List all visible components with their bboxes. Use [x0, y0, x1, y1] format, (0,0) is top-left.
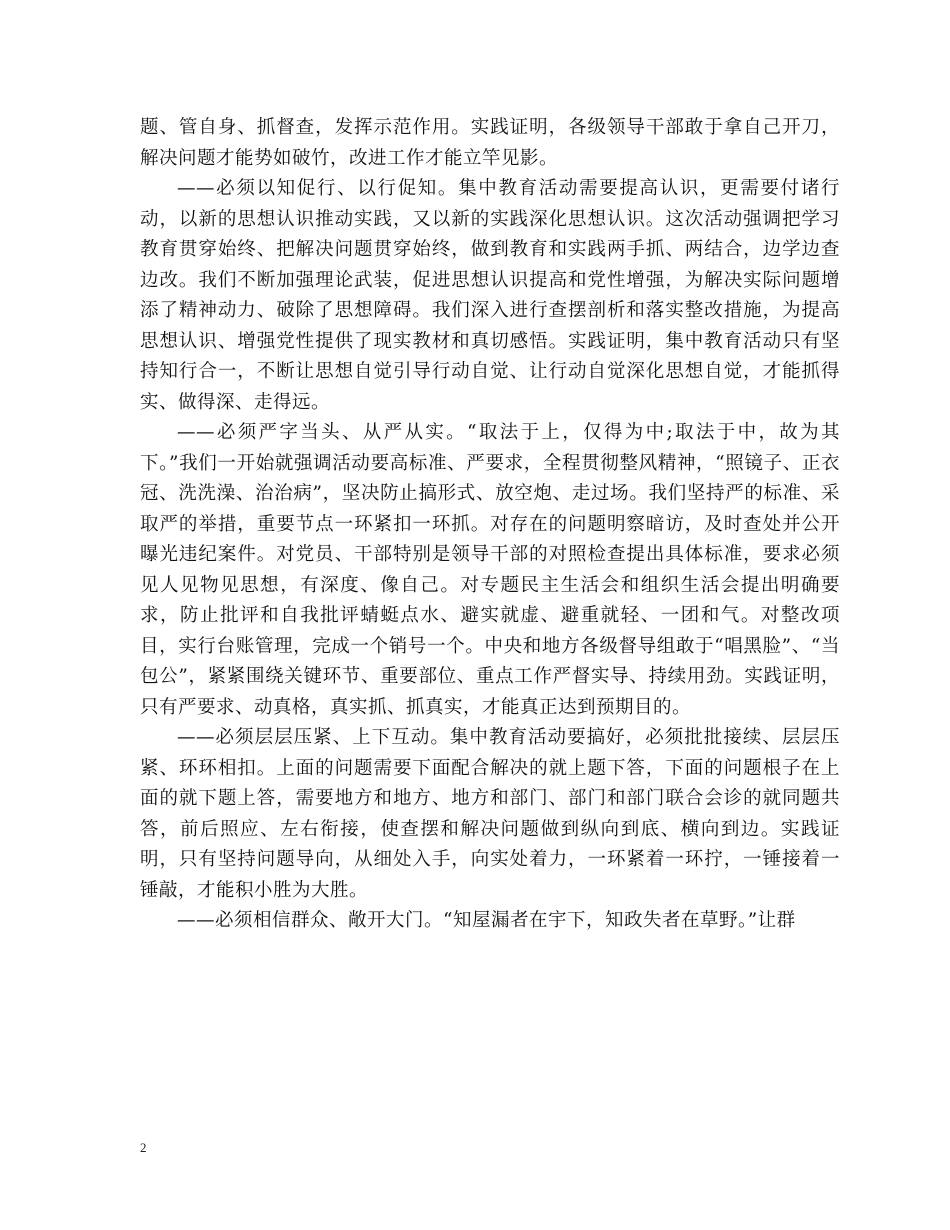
- paragraph-4: ——必须层层压紧、上下互动。集中教育活动要搞好，必须批批接续、层层压紧、环环相扣。上面的问题需要下面配合解决的就上题下答，下面的问题根子在上面的就下题上答，需要地方和地方、地方和部门、部门和部门联合会诊的就同题共答，前后照应、左右衔接，使查摆和解决问题做到纵向到底、横向到边。实践证明，只有坚持问题导向，从细处入手，向实处着力，一环紧着一环拧，一锤接着一锤敲，才能积小胜为大胜。: [140, 727, 840, 901]
- body-text: [140, 113, 840, 937]
- paragraph-1: 题、管自身、抓督查，发挥示范作用。实践证明，各级领导干部敢于拿自己开刀，解决问题才能势如破竹，改进工作才能立竿见影。: [140, 117, 840, 169]
- paragraph-5: ——必须相信群众、敞开大门。“知屋漏者在宇下，知政失者在草野。”让群: [177, 910, 796, 931]
- paragraph-2: ——必须以知促行、以行促知。集中教育活动需要提高认识，更需要付诸行动，以新的思想认识推动实践，又以新的实践深化思想认识。这次活动强调把学习教育贯穿始终、把解决问题贯穿始终，做到教育和实践两手抓、两结合，边学边查边改。我们不断加强理论武装，促进思想认识提高和党性增强，为解决实际问题增添了精神动力、破除了思想障碍。我们深入进行查摆剖析和落实整改措施，为提高思想认识、增强党性提供了现实教材和真切感悟。实践证明，集中教育活动只有坚持知行合一，不断让思想自觉引导行动自觉、让行动自觉深化思想自觉，才能抓得实、做得深、走得远。: [140, 178, 840, 413]
- paragraph-3: ——必须严字当头、从严从实。“取法于上，仅得为中;取法于中，故为其下。”我们一开始就强调活动要高标准、严要求，全程贯彻整风精神，“照镜子、正衣冠、洗洗澡、治治病”，坚决防止搞形式、放空炮、走过场。我们坚持严的标准、采取严的举措，重要节点一环紧扣一环抓。对存在的问题明察暗访，及时查处并公开曝光违纪案件。对党员、干部特别是领导干部的对照检查提出具体标准，要求必须见人见物见思想，有深度、像自己。对专题民主生活会和组织生活会提出明确要求，防止批评和自我批评蜻蜓点水、避实就虚、避重就轻、一团和气。对整改项目，实行台账管理，完成一个销号一个。中央和地方各级督导组敢于“唱黑脸”、“当包公”，紧紧围绕关键环节、重要部位、重点工作严督实导、持续用劲。实践证明，只有严要求、动真格，真实抓、抓真实，才能真正达到预期目的。: [140, 422, 840, 718]
- page-number: 2: [140, 1140, 147, 1155]
